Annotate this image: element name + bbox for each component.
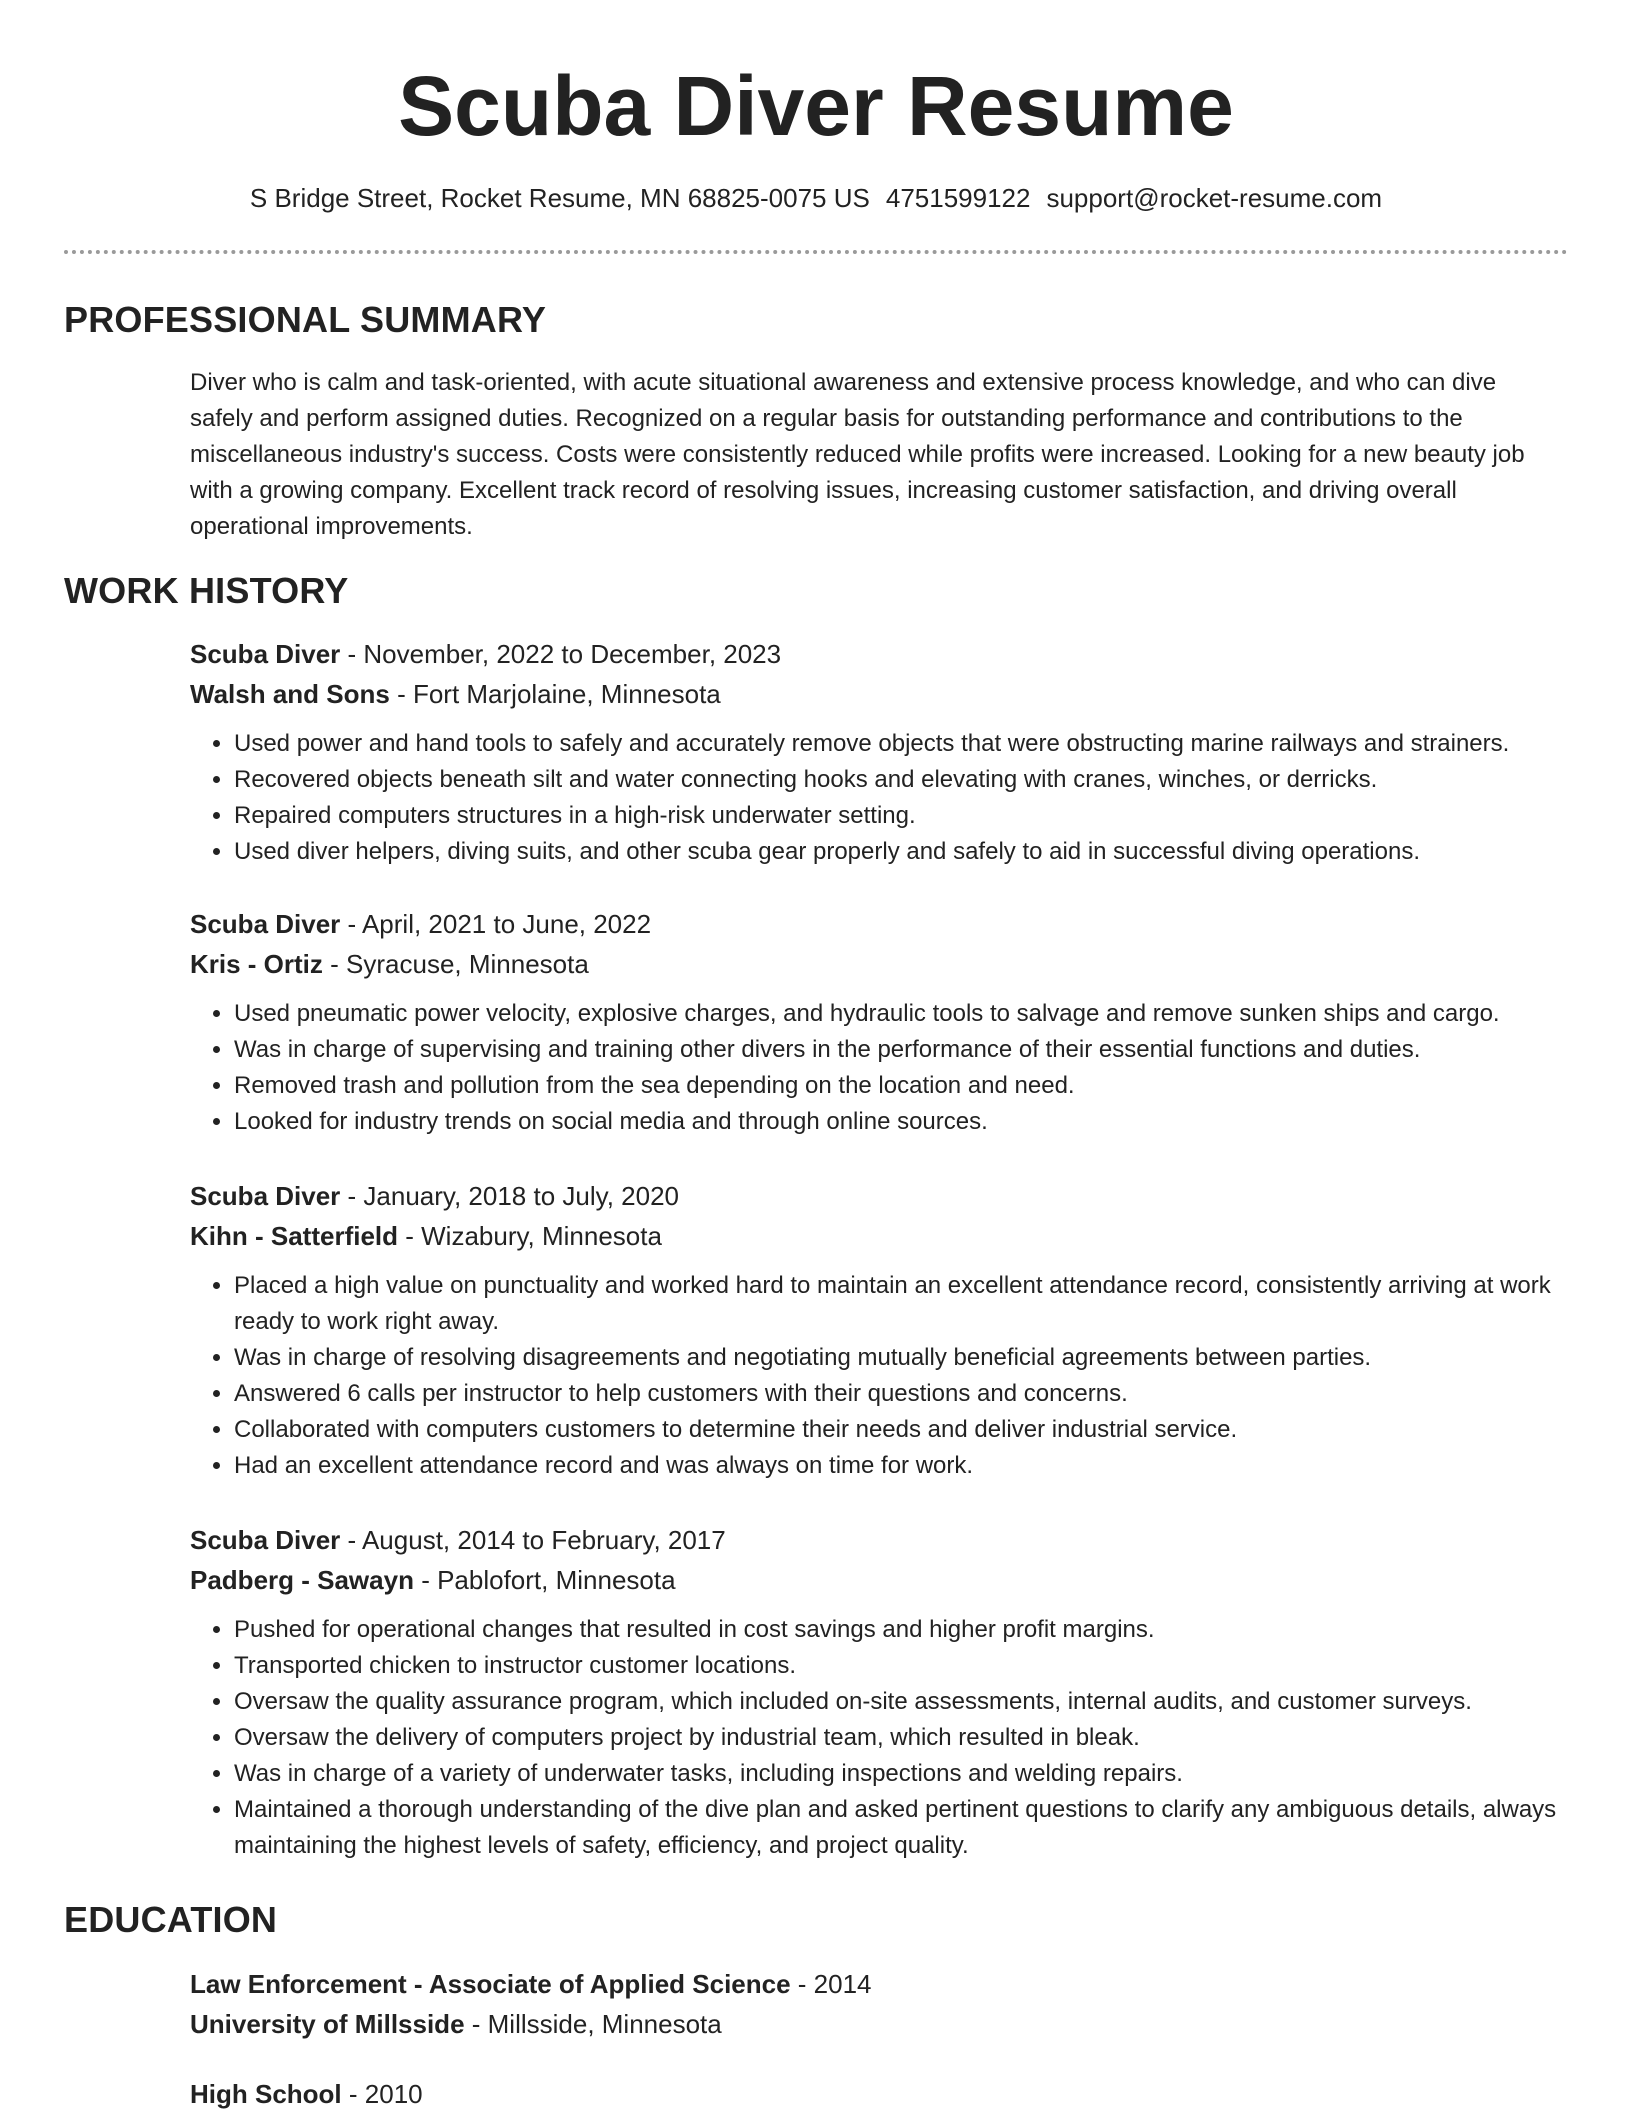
job-duty-item: • Removed trash and pollution from the sea depending on the location and need. [234,1068,1570,1104]
education-degree-line [190,1964,1570,2004]
education-degree-line [190,2074,1570,2114]
job-title: Scuba Diver [190,1525,341,1555]
job-duties-list [190,996,1570,1140]
education-school: University of Millsside [190,2009,465,2039]
job-duty-item: • Was in charge of a variety of underwater tasks, including inspections and welding repairs. [234,1756,1570,1792]
education-year: - 2010 [341,2079,423,2109]
job-title: Scuba Diver [190,1181,341,1211]
job-title: Scuba Diver [190,639,341,669]
work-history-heading: WORK HISTORY [64,570,349,611]
job-location: - Wizabury, Minnesota [398,1221,662,1251]
job-title: Scuba Diver [190,909,341,939]
job-entry [190,904,1570,1140]
job-company: Kihn - Satterfield [190,1221,399,1251]
education-degree: High School [190,2079,342,2109]
contact-address: S Bridge Street, Rocket Resume, MN 68825-0075 US [249,183,870,213]
header-divider [64,250,1568,254]
job-duty-item: • Pushed for operational changes that resulted in cost savings and higher profit margins. [234,1612,1570,1648]
job-duties-list [190,726,1570,870]
job-duty-item: • Collaborated with computers customers to determine their needs and deliver industrial service. [234,1412,1570,1448]
job-duty-item: • Used diver helpers, diving suits, and other scuba gear properly and safely to aid in successful diving operations. [234,834,1570,870]
education-entry [190,1964,1570,2044]
job-title-line [190,634,1570,674]
contact-info [0,180,1632,216]
job-duty-item: • Used pneumatic power velocity, explosive charges, and hydraulic tools to salvage and remove sunken ships and cargo. [234,996,1570,1032]
job-dates: - November, 2022 to December, 2023 [340,639,782,669]
job-duty-item: • Oversaw the quality assurance program, which included on-site assessments, internal audits, and customer surveys. [234,1684,1570,1720]
job-company: Padberg - Sawayn [190,1565,414,1595]
job-company: Kris - Ortiz [190,949,323,979]
job-dates: - August, 2014 to February, 2017 [340,1525,726,1555]
job-duties-list [190,1268,1570,1484]
job-duty-item: • Answered 6 calls per instructor to help customers with their questions and concerns. [234,1376,1570,1412]
contact-phone: 4751599122 [885,183,1031,213]
page-title: Scuba Diver Resume [398,59,1234,153]
job-duty-item: • Transported chicken to instructor customer locations. [234,1648,1570,1684]
job-duty-item: • Oversaw the delivery of computers project by industrial team, which resulted in bleak. [234,1720,1570,1756]
job-company: Walsh and Sons [190,679,390,709]
job-location: - Fort Marjolaine, Minnesota [389,679,721,709]
job-duty-item: • Had an excellent attendance record and was always on time for work. [234,1448,1570,1484]
job-dates: - April, 2021 to June, 2022 [340,909,652,939]
job-duty-item: • Used power and hand tools to safely and accurately remove objects that were obstructing marine railways and strainers. [234,726,1570,762]
job-company-line [190,1560,1570,1600]
education-school-line [190,2004,1570,2044]
summary-text: Diver who is calm and task-oriented, with acute situational awareness and extensive process knowledge, and who can dive safely and perform assigned duties. Recognized on a regular basis for outstanding performance and contributions to the miscellaneous industry's success. Costs were consistently reduced while profits were increased. Looking for a new beauty job with a growing company. Excellent track record of resolving issues, increasing customer satisfaction, and driving overall operational improvements. [190,369,1525,540]
job-duty-item: • Maintained a thorough understanding of the dive plan and asked pertinent questions to clarify any ambiguous details, always maintaining the highest levels of safety, efficiency, and project quality. [234,1792,1570,1864]
job-duty-item: • Looked for industry trends on social media and through online sources. [234,1104,1570,1140]
job-company-line [190,1216,1570,1256]
contact-email[interactable]: support@rocket-resume.com [1046,183,1383,213]
job-entry [190,1176,1570,1484]
job-duty-item: • Was in charge of supervising and training other divers in the performance of their essential functions and duties. [234,1032,1570,1068]
job-duty-item: • Was in charge of resolving disagreements and negotiating mutually beneficial agreements between parties. [234,1340,1570,1376]
job-entry [190,634,1570,870]
job-entry [190,1520,1570,1864]
job-title-line [190,1520,1570,1560]
job-duty-item: • Repaired computers structures in a high-risk underwater setting. [234,798,1570,834]
job-title-line [190,1176,1570,1216]
education-year: - 2014 [790,1969,872,1999]
job-dates: - January, 2018 to July, 2020 [340,1181,679,1211]
job-location: - Syracuse, Minnesota [322,949,589,979]
education-location: - Millsside, Minnesota [464,2009,722,2039]
job-duties-list [190,1612,1570,1864]
education-degree: Law Enforcement - Associate of Applied Science [190,1969,791,1999]
summary-heading: PROFESSIONAL SUMMARY [64,299,547,340]
job-duty-item: • Placed a high value on punctuality and worked hard to maintain an excellent attendance record, consistently arriving at work ready to work right away. [234,1268,1570,1340]
job-company-line [190,674,1570,714]
job-location: - Pablofort, Minnesota [413,1565,676,1595]
job-company-line [190,944,1570,984]
education-entry [190,2074,1570,2114]
education-heading: EDUCATION [64,1899,278,1940]
job-duty-item: • Recovered objects beneath silt and water connecting hooks and elevating with cranes, winches, or derricks. [234,762,1570,798]
job-title-line [190,904,1570,944]
